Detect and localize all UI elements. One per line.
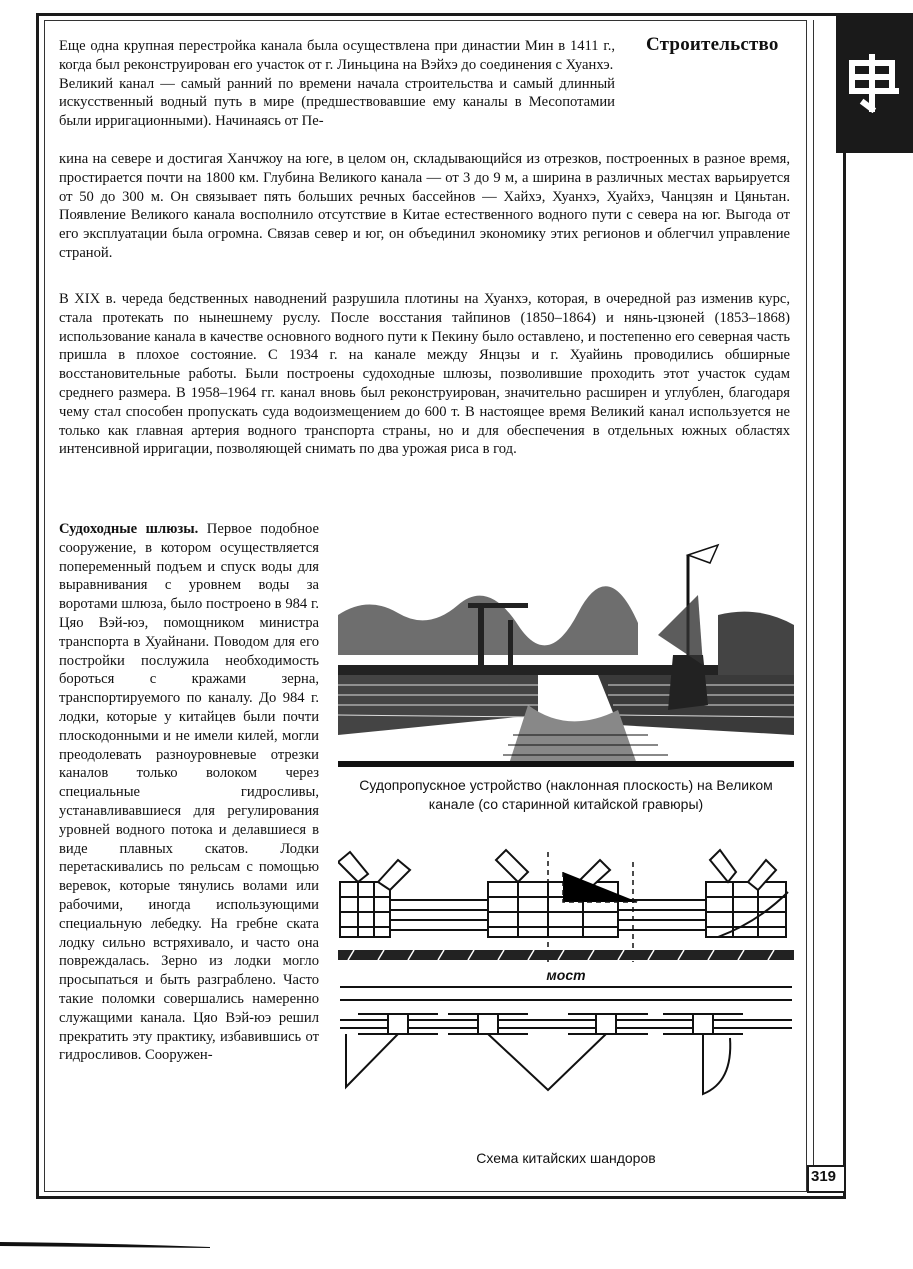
intro-paragraph: Еще одна крупная перестройка канала была осуществлена при династии Мин в 1411 г., когда был реконструирован его участок от г. Линьцина на Вэйхэ до соединения с Хуанхэ.: [59, 38, 615, 73]
locks-heading: Судоходные шлюзы.: [59, 521, 199, 537]
body-paragraph: [59, 150, 790, 263]
chinese-character-icon: [844, 53, 904, 113]
section-title: Строительство: [646, 34, 779, 55]
page-number: 319: [811, 1168, 837, 1185]
margin-divider: [813, 20, 814, 1192]
body-continuation: кина на севере и достигая Ханчжоу на юге, в целом он, складывающийся из отрезков, построенных в разное время, простирается почти на 1800 км. Глубина Великого канала — от 3 до 9 м, а ширина в различных местах варьируется от 50 до 300 м. Он связывает пять больших речных бассейнов — Хайхэ, Хуанхэ, Хуайхэ, Чанцзян и Цяньтан. Появление Великого канала восполнило отсутствие в Китае естественного водного пути с севера на юг. Выгода от его эксплуатации была огромна. Связав север и юг, он объединил экономику этих регионов и облегчил управление страной.: [59, 151, 790, 261]
paragraph-2: В XIX в. череда бедственных наводнений разрушила плотины на Хуанхэ, которая, в очередной раз изменив курс, стала протекать по нынешнему руслу. После восстания тайпинов (1850–1864) и нянь-цзюней (1853–1868) использование канала в качестве основного водного пути к Пекину было оставлено, и постепенно его северная часть пришла в плохое состояние. С 1934 г. на канале между Янцзы и г. Хуайинь проводились обширные восстановительные работы. Были построены судоходные шлюзы, позволившие проходить этот участок судам среднего размера. В 1958–1964 гг. канал вновь был реконструирован, значительно расширен и углублен, благодаря чему стал способен пропускать суда водоизмещением до 600 т. В настоящее время Великий канал используется не только как главная артерия водного транспорта страны, но и для обеспечения в отдельных южных областях интенсивной ирригации, позволяющей снимать по два урожая риса в год.: [59, 291, 790, 458]
locks-column: [59, 520, 319, 1065]
engraving-illustration: [338, 535, 794, 767]
intro-paragraph: Великий канал — самый ранний по времени начала строительства и самый длинный искусственный водный путь в мире (предшествовавшие ему каналы в Месопотамии были ирригационными). Начинаясь от Пе-: [59, 75, 615, 130]
locks-text: Первое подобное сооружение, в котором осуществляется попеременный подъем и спуск воды для выравнивания с уровнем воды за воротами шлюза, было построено в 984 г. Цяо Вэй-юэ, помощником министра транспорта в Хуайнани. Поводом для его постройки послужила необходимость бороться с кражами зерна, транспортируемого по каналу. До 984 г. лодки, которые у китайцев были почти плоскодонными и не имели килей, могли преодолевать разноуровневые отрезки каналов только волоком через специальные гидросливы, устанавливавшиеся для регулирования уровней водного потока и делавшиеся в виде плавных скатов. Лодки перетаскивались по рельсам с помощью веревок, которые тянулись волами или рабочими, иногда использующими специальную лебедку. На гребне ската лодку сильно встряхивало, и часто она повреждалась. Зерно из лодки могло просыпаться и быть разграблено. Часто такие поломки совершались намеренно служащими канала. Цяо Вэй-юэ решил прекратить эту практику, избавившись от гидросливов. Сооружен-: [59, 521, 319, 1064]
scan-edge-mark: [0, 1240, 210, 1248]
intro-paragraphs: [59, 37, 615, 131]
side-tab: [836, 13, 913, 153]
history-paragraph: [59, 290, 790, 459]
shandor-diagram: [338, 842, 794, 1132]
figure-2-caption: Схема китайских шандоров: [476, 1150, 656, 1166]
bridge-label: мост: [546, 967, 586, 983]
figure-1-caption: Судопропускное устройство (наклонная плоскость) на Великом канале (со старинной китайской гравюры): [359, 777, 773, 812]
